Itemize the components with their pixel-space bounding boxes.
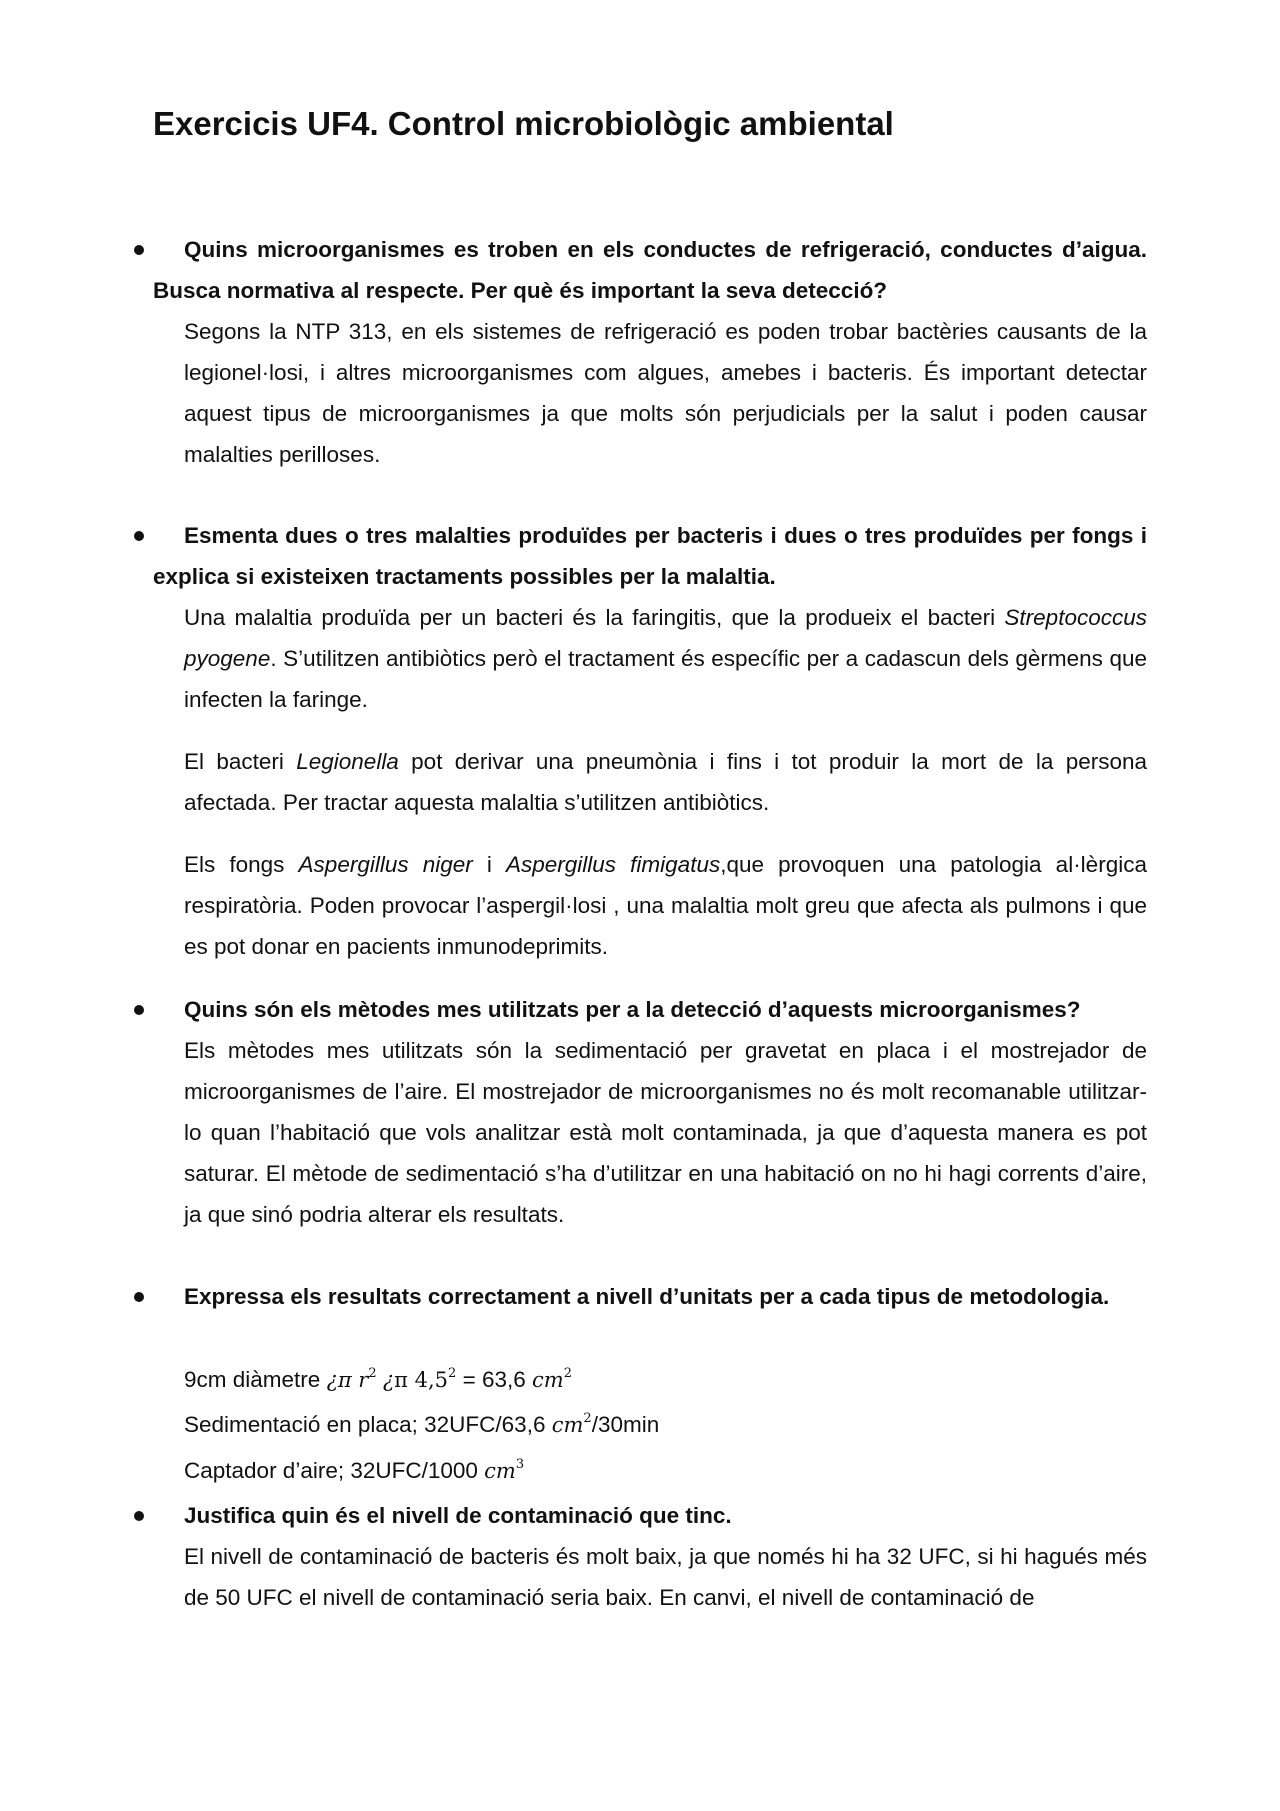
answer-2-p2-text-a: El bacteri <box>184 749 297 774</box>
answer-2-p1-species: Streptococcus pyogene <box>184 605 1147 671</box>
air-sampler-prefix: Captador d’aire; 32UFC/1000 <box>184 1458 485 1483</box>
answer-2-paragraph-3 <box>184 844 1147 967</box>
bullet-2 <box>134 531 144 541</box>
question-1: Quins microorganismes es troben en els conductes de refrigeració, conductes d’aigua. Busca normativa al respecte. Per què és important la seva detecció? <box>153 237 1147 303</box>
question-2: Esmenta dues o tres malalties produïdes per bacteris i dues o tres produïdes per fongs i explica si existeixen tractaments possibles per la malaltia. <box>153 523 1147 589</box>
sedimentation-suffix: /30min <box>591 1412 660 1437</box>
formula-exp-2: 2 <box>448 1366 457 1381</box>
air-sampler-line <box>184 1450 524 1495</box>
formula-unit: cm <box>532 1368 564 1392</box>
answer-2-paragraph-2 <box>184 741 1147 823</box>
formula-exp-1: 2 <box>368 1366 377 1381</box>
bullet-3 <box>134 1005 144 1015</box>
bullet-4 <box>134 1292 144 1302</box>
answer-2-paragraph-1 <box>184 597 1147 720</box>
answer-2-p3-species-1: Aspergillus niger <box>298 852 473 877</box>
question-5: Justifica quin és el nivell de contaminació que tinc. <box>184 1503 732 1528</box>
answer-2-p2-text-b: pot derivar una pneumònia i fins i tot produir la mort de la persona afectada. Per tractar aquesta malaltia s’utilitzen antibiòtics. <box>184 749 1147 815</box>
answer-3: Els mètodes mes utilitzats són la sedimentació per gravetat en placa i el mostrejador de microorganismes de l’aire. El mostrejador de microorganismes no és molt recomanable utilitzar-lo quan l’habitació que vols analitzar està molt contaminada, ja que d’aquesta manera es pot saturar. El mètode de sedimentació s’ha d’utilitzar en una habitació on no hi hagi corrents d’aire, ja que sinó podria alterar els resultats. <box>184 1038 1147 1227</box>
formula-pi-r: π r <box>337 1368 369 1392</box>
formula-pi-value: π 4,5 <box>394 1368 449 1392</box>
formula-equals: = 63,6 <box>456 1367 532 1392</box>
answer-1: Segons la NTP 313, en els sistemes de refrigeració es poden trobar bactèries causants de la legionel·losi, i altres microorganismes com algues, amebes i bacteris. És important detectar aquest tipus de microorganismes ja que molts són perjudicials per la salut i poden causar malalties perilloses. <box>184 319 1147 467</box>
answer-5: El nivell de contaminació de bacteris és molt baix, ja que només hi ha 32 UFC, si hi hagués més de 50 UFC el nivell de contaminació seria baix. En canvi, el nivell de contaminació de <box>184 1544 1147 1610</box>
formula-inv-1: ¿ <box>326 1368 338 1392</box>
answer-2-p1-text-b: . S’utilitzen antibiòtics però el tractament és específic per a cadascun dels gèrmens que infecten la faringe. <box>184 646 1147 712</box>
answer-2-p3-text-b: ,que provoquen una patologia al·lèrgica respiratòria. Poden provocar l’aspergil·losi , una malaltia molt greu que afecta als pulmons i que es pot donar en pacients inmunodeprimits. <box>184 852 1147 959</box>
answer-2-p2-species: Legionella <box>296 749 399 774</box>
question-3: Quins són els mètodes mes utilitzats per a la detecció d’aquests microorganismes? <box>184 997 1081 1022</box>
sedimentation-unit-exp: 2 <box>583 1411 592 1426</box>
page-title: Exercicis UF4. Control microbiològic ambiental <box>153 105 894 142</box>
sedimentation-unit: cm <box>551 1413 584 1437</box>
answer-2-p3-mid: i <box>472 852 506 877</box>
bullet-5 <box>134 1511 144 1521</box>
sedimentation-line <box>184 1404 659 1449</box>
formula-prefix: 9cm diàmetre <box>184 1367 327 1392</box>
sedimentation-prefix: Sedimentació en placa; 32UFC/63,6 <box>184 1412 552 1437</box>
bullet-1 <box>134 245 144 255</box>
air-sampler-unit-exp: 3 <box>515 1457 525 1472</box>
formula-line <box>184 1359 572 1404</box>
question-4: Expressa els resultats correctament a nivell d’unitats per a cada tipus de metodologia. <box>184 1284 1110 1309</box>
answer-2-p1-text-a: Una malaltia produïda per un bacteri és la faringitis, que la produeix el bacteri <box>184 605 1005 630</box>
formula-unit-exp: 2 <box>563 1366 572 1381</box>
answer-2-p3-text-a: Els fongs <box>184 852 299 877</box>
formula-inv-2: ¿ <box>382 1368 395 1392</box>
air-sampler-unit: cm <box>484 1459 516 1483</box>
answer-2-p3-species-2: Aspergillus fimigatus <box>506 852 721 877</box>
